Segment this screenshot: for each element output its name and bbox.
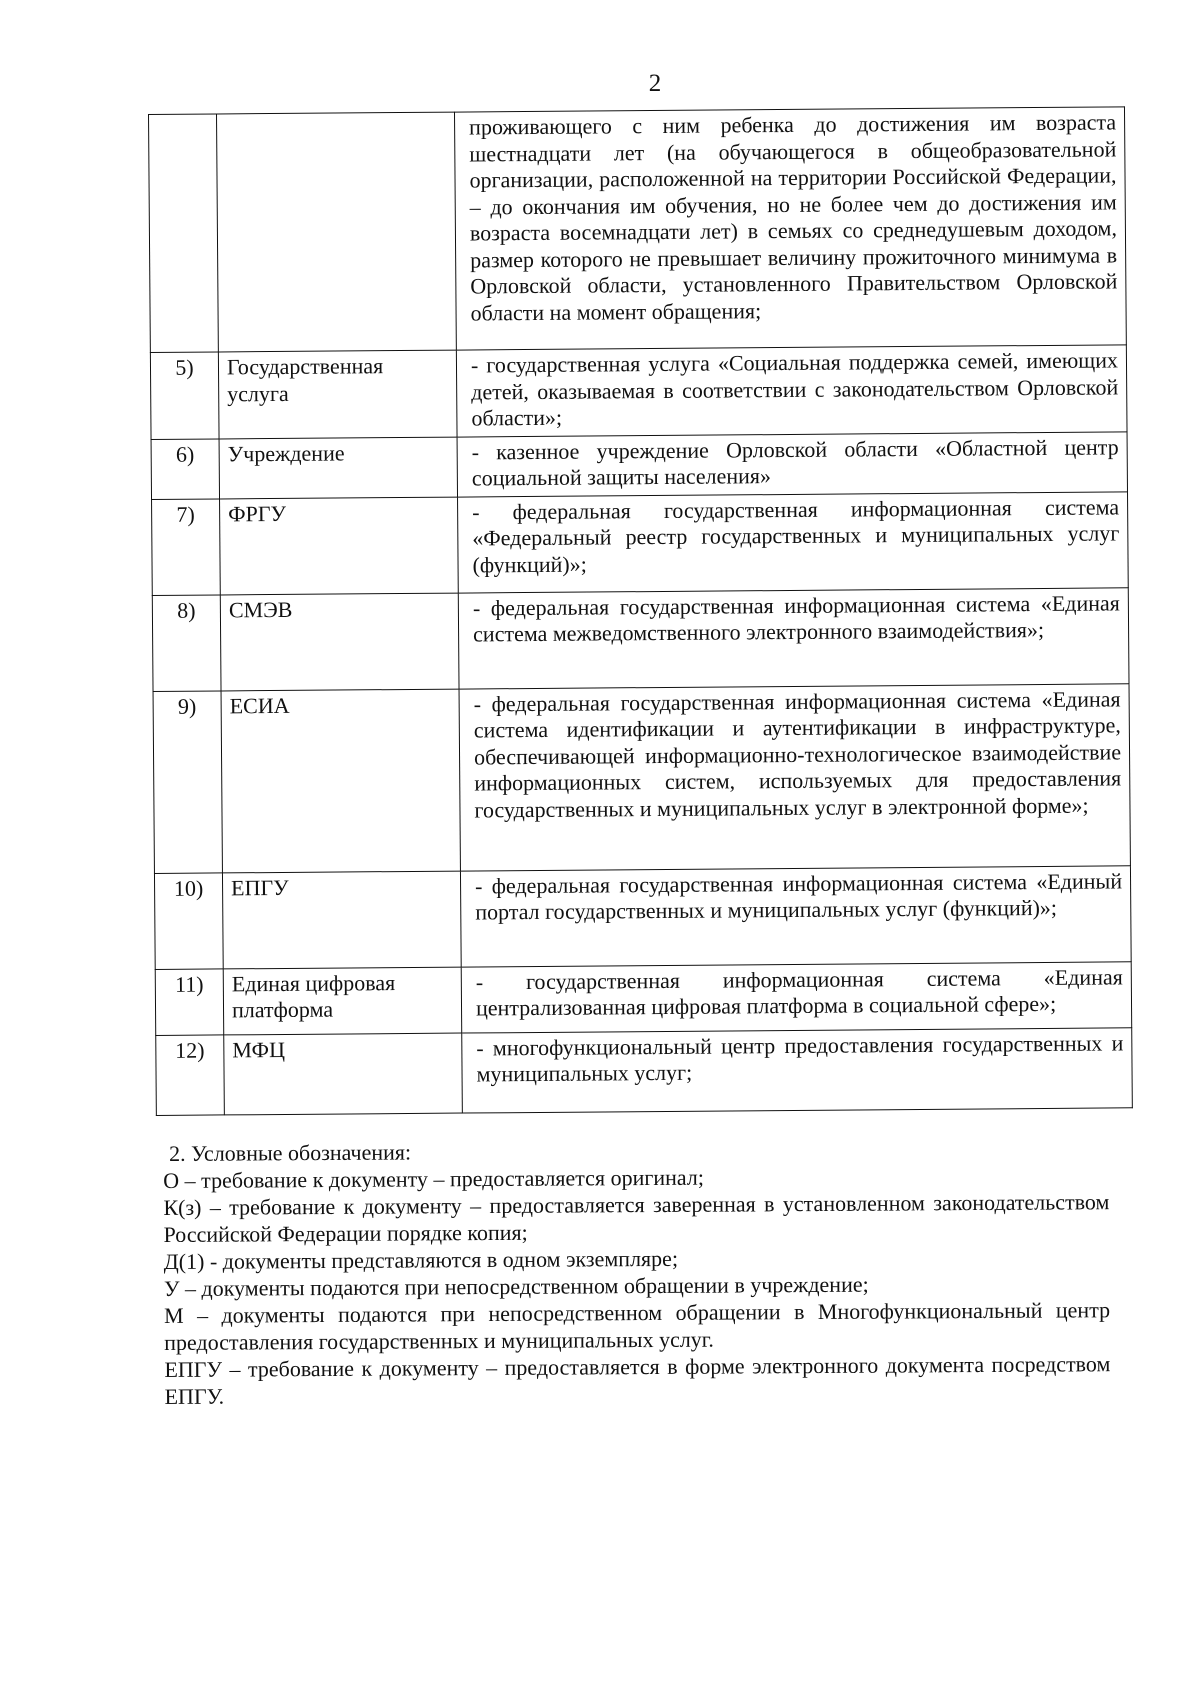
row-term: Государственная услуга [218,350,457,438]
row-definition: проживающего с ним ребенка до достижения им возраста шестнадцати лет (на обучающегося в общеобразовательной организации, расположенной на территории Российской Федерации, – до окончания им обучения, но не более чем до достижения им возраста восемнадцати лет) в семьях со среднедушевым доходом, размер которого не превышает величину прожиточного минимума в Орловской области, установленного Правительством Орловской области на момент обращения; [454,107,1126,350]
row-definition: - государственная информационная система «Единая централизованная цифровая платформа в социальной сфере»; [461,961,1131,1032]
row-term: Учреждение [219,437,457,499]
row-definition: - государственная услуга «Социальная поддержка семей, имеющих детей, оказываемая в соответствии с законодательством Орловской области»; [456,345,1127,437]
row-term: СМЭВ [220,593,459,691]
terms-table [148,106,1133,1115]
note-item: ЕПГУ – требование к документу – предоставляется в форме электронного документа посредством ЕПГУ. [164,1351,1111,1409]
row-term: ЕПГУ [222,871,461,969]
row-definition: - многофункциональный центр предоставления государственных и муниципальных услуг; [462,1027,1133,1112]
table-row [149,107,1127,353]
notes-section [163,1134,1111,1410]
note-item: У – документы подаются при непосредственном обращении в учреждение; [163,1271,869,1301]
row-term: Единая цифровая платформа [223,967,462,1035]
table-row [152,491,1129,595]
table-row [150,345,1127,439]
row-definition: - федеральная государственная информационная система «Единый портал государственных и муниципальных услуг (функций)»; [460,865,1131,966]
row-definition: - федеральная государственная информационная система «Единая система идентификации и аутентификации в инфраструктуре, обеспечивающей информационно-технологическое взаимодействие информационных систем, используемых для предоставления государственных и муниципальных услуг в электронной форме»; [459,683,1130,870]
row-term [217,112,457,352]
row-definition: - федеральная государственная информационная система «Единая система межведомственного электронного взаимодействия»; [458,587,1129,688]
table-row [152,587,1129,691]
note-item: Д(1) - документы представляются в одном экземпляре; [163,1245,679,1274]
row-number: 11) [155,968,224,1035]
note-item: М – документы подаются при непосредственном обращении в Многофункциональный центр предоставления государственных и муниципальных услуг. [163,1297,1111,1355]
row-number: 9) [153,690,222,873]
table-row [153,683,1130,873]
row-term: ФРГУ [220,497,459,595]
table-row [156,1027,1133,1115]
row-number: 7) [152,498,221,595]
row-number [149,114,219,353]
page-number: 2 [648,70,662,97]
row-definition: - казенное учреждение Орловской области «Областной центр социальной защиты населения» [457,431,1127,496]
row-number: 6) [151,438,219,499]
row-number: 5) [150,352,219,439]
table-row [154,865,1131,969]
row-term: МФЦ [224,1033,463,1115]
notes-heading: 2. Условные обозначения: [169,1139,412,1166]
table-row [151,431,1127,499]
row-number: 12) [156,1034,225,1115]
row-number: 10) [154,872,223,969]
table-row [155,961,1131,1035]
note-item: К(з) – требование к документу – предоставляется заверенная в установленном законодательством Российской Федерации порядке копия; [163,1189,1110,1247]
row-term: ЕСИА [221,689,460,873]
row-number: 8) [152,594,221,691]
row-definition: - федеральная государственная информационная система «Федеральный реестр государственных и муниципальных услуг (функций)»; [458,491,1129,592]
note-item: О – требование к документу – предоставляется оригинал; [163,1164,705,1193]
